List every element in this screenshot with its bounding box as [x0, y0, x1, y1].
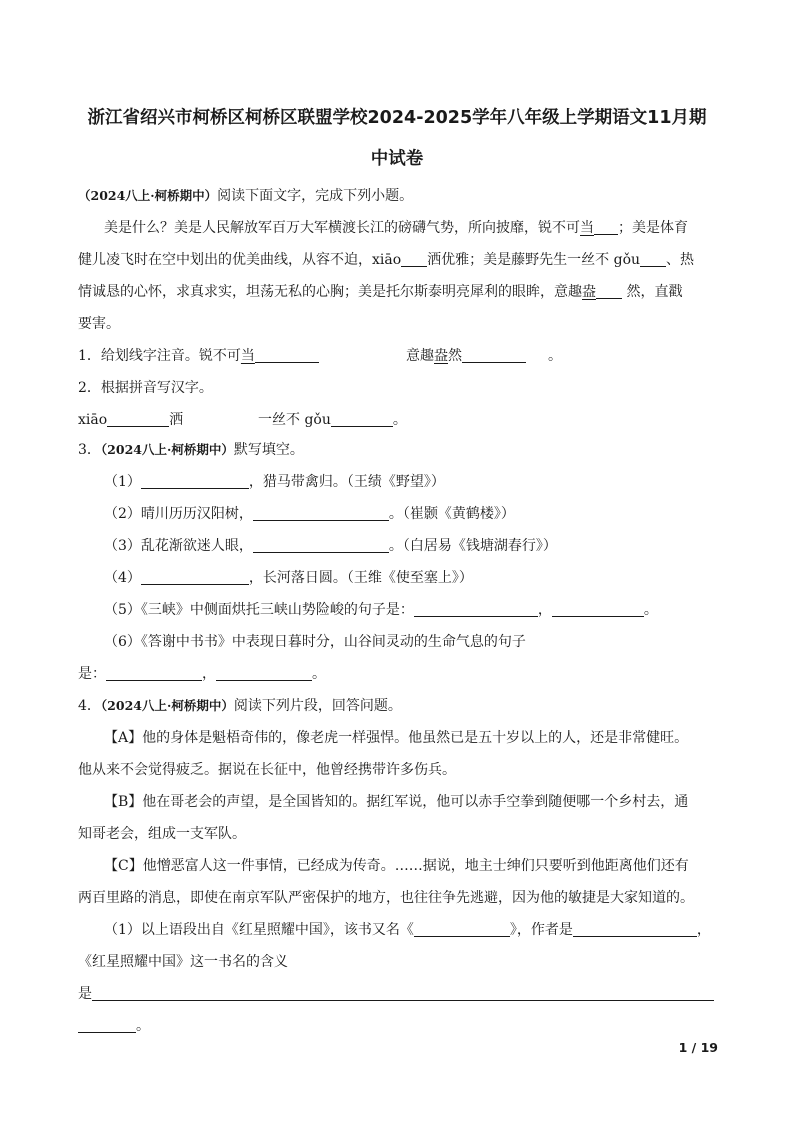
- answer-blank[interactable]: [216, 666, 312, 681]
- answer-blank[interactable]: [414, 602, 538, 617]
- answer-blank[interactable]: [141, 570, 249, 585]
- passage-line-2: 健儿凌飞时在空中划出的优美曲线，从容不迫，xiāo 洒优雅；美是藤野先生一丝不 gǒu 、热: [78, 252, 695, 268]
- q3-item-5: （5）《三峡》中侧面烘托三峡山势险峻的句子是： ， 。: [104, 602, 658, 618]
- question-4: 4．（2024八上·柯桥期中）阅读下列片段，回答问题。: [78, 698, 402, 714]
- q3-item-4: （4） ，长河落日圆。（王维《使至塞上》）: [104, 570, 473, 586]
- paragraph-b-line-1: 【B】他在哥老会的声望，是全国皆知的。据红军说，他可以赤手空拳到随便哪一个乡村去，通: [104, 794, 689, 810]
- paragraph-a-line-2: 他从来不会觉得疲乏。据说在长征中，他曾经携带许多伤兵。: [78, 762, 456, 778]
- q4-sub-1-answer: 是: [78, 984, 714, 1004]
- passage-line-4: 要害。: [78, 316, 120, 332]
- answer-blank[interactable]: [107, 412, 169, 427]
- question-2-pinyin-1: xiāo 洒: [78, 412, 184, 428]
- answer-blank[interactable]: [78, 1018, 136, 1033]
- answer-blank[interactable]: [552, 602, 644, 617]
- answer-blank[interactable]: [253, 506, 389, 521]
- paragraph-b-line-2: 知哥老会，组成一支军队。: [78, 826, 246, 842]
- intro-line: （2024八上·柯桥期中）阅读下面文字，完成下列小题。: [78, 188, 414, 204]
- answer-blank[interactable]: [141, 474, 249, 489]
- paragraph-c-line-1: 【C】他憎恶富人这一件事情，已经成为传奇。……据说，地主士绅们只要听到他距离他们还有: [104, 858, 689, 874]
- doc-title-line-2: 中试卷: [370, 149, 424, 169]
- q3-item-2: （2）晴川历历汉阳树， 。（崔颢《黄鹤楼》）: [104, 506, 515, 522]
- answer-blank[interactable]: [462, 348, 526, 363]
- passage-line-1: 美是什么？美是人民解放军百万大军横渡长江的磅礴气势，所向披靡，锐不可当 ；美是体育: [104, 220, 688, 236]
- answer-blank[interactable]: [92, 986, 714, 1001]
- answer-blank[interactable]: [414, 922, 510, 937]
- paragraph-c-line-2: 两百里路的消息，即使在南京军队严密保护的地方，也往往争先逃避，因为他的敏捷是大家知道的。: [78, 890, 694, 906]
- question-2: 2．根据拼音写汉字。: [78, 380, 213, 396]
- passage-line-3: 情诚恳的心怀，求真求实，坦荡无私的心胸；美是托尔斯泰明亮犀利的眼眸，意趣盎 然，直戳: [78, 284, 683, 300]
- question-1: 1．给划线字注音。锐不可当: [78, 346, 319, 366]
- answer-blank[interactable]: [573, 922, 697, 937]
- q3-item-6-answer: 是： ， 。: [78, 666, 326, 682]
- q3-item-6: （6）《答谢中书书》中表现日暮时分，山谷间灵动的生命气息的句子: [104, 634, 526, 650]
- paragraph-a-line-1: 【A】他的身体是魁梧奇伟的，像老虎一样强悍。他虽然已是五十岁以上的人，还是非常健旺。: [104, 730, 689, 746]
- q3-item-1: （1） ，猎马带禽归。（王绩《野望》）: [104, 474, 445, 490]
- answer-blank[interactable]: [106, 666, 202, 681]
- answer-blank[interactable]: [255, 348, 319, 363]
- question-3: 3．（2024八上·柯桥期中）默写填空。: [78, 442, 304, 458]
- q4-sub-1-answer-end: 。: [78, 1016, 150, 1036]
- question-1-part-b: 意趣盎然 。: [406, 348, 562, 364]
- page-number: 1 / 19: [678, 1040, 718, 1055]
- q4-sub-1-cont: 《红星照耀中国》这一书名的含义: [78, 954, 288, 970]
- answer-blank[interactable]: [331, 412, 393, 427]
- doc-title-line-1: 浙江省绍兴市柯桥区柯桥区联盟学校2024-2025学年八年级上学期语文11月期: [87, 108, 707, 128]
- question-2-pinyin-2: 一丝不 gǒu 。: [258, 412, 407, 428]
- q4-sub-1: （1）以上语段出自《红星照耀中国》，该书又名《 》，作者是 ，: [104, 922, 711, 938]
- q3-item-3: （3）乱花渐欲迷人眼， 。（白居易《钱塘湖春行》）: [104, 538, 557, 554]
- answer-blank[interactable]: [253, 538, 389, 553]
